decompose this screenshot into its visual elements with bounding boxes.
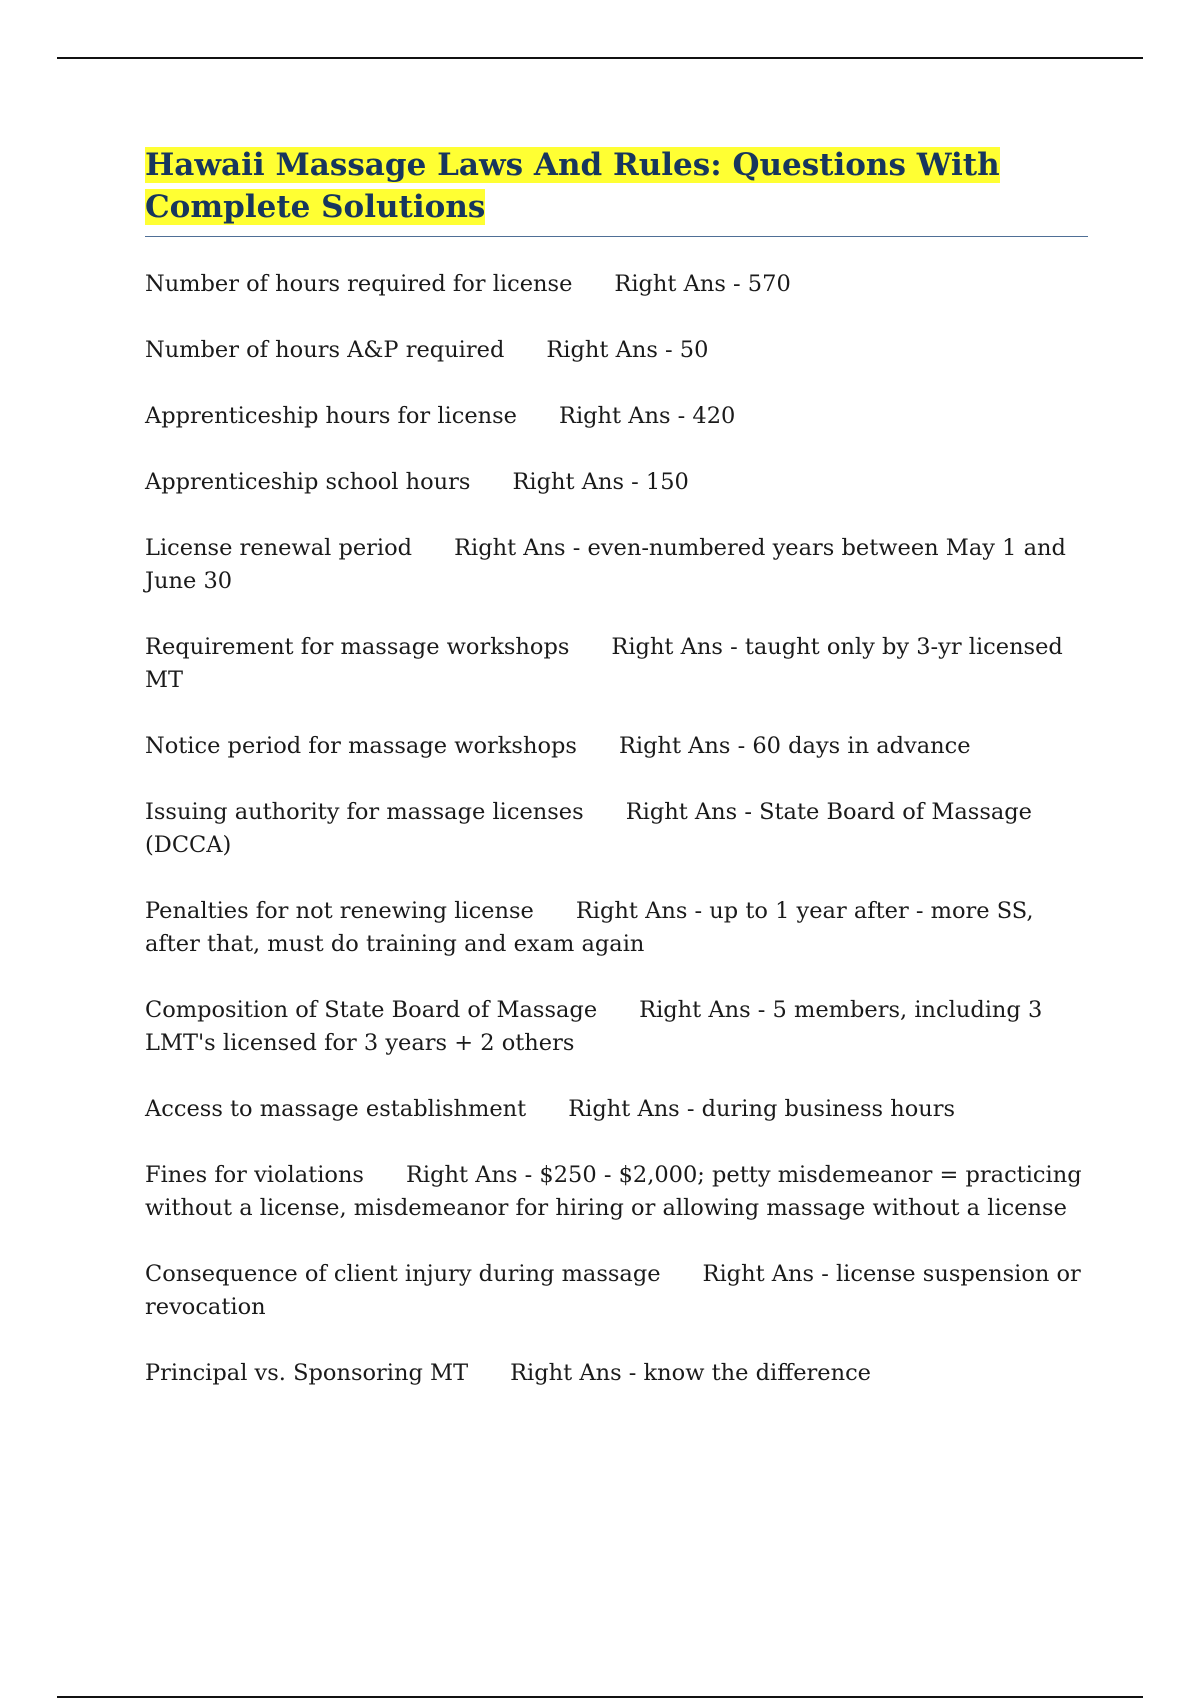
question-text: Issuing authority for massage licenses [145,799,584,825]
qa-item [145,796,1090,862]
answer-text: Right Ans - during business hours [568,1096,956,1122]
question-text: Apprenticeship hours for license [145,403,517,429]
qa-item [145,895,1090,961]
answer-text: Right Ans - $250 - $2,000; petty misdemeanor = practicing without a license, misdemeanor for hiring or allowing massage without a license [145,1162,1082,1221]
answer-text: Right Ans - know the difference [510,1360,871,1386]
question-text: Composition of State Board of Massage [145,997,598,1023]
qa-item [145,730,1090,763]
qa-item [145,1159,1090,1225]
qa-item [145,268,1090,301]
answer-text: Right Ans - 5 members, including 3 LMT's licensed for 3 years + 2 others [145,997,1043,1056]
page-title [145,144,1088,228]
answer-text: Right Ans - 150 [512,469,689,495]
header-rule [57,57,1143,59]
answer-text: Right Ans - 60 days in advance [618,733,971,759]
question-text: Access to massage establishment [145,1096,527,1122]
title-block [145,144,1088,237]
qa-item [145,994,1090,1060]
qa-item [145,1357,1090,1390]
qa-item [145,1093,1090,1126]
question-text: Apprenticeship school hours [145,469,471,495]
question-text: Penalties for not renewing license [145,898,534,924]
answer-text: Right Ans - 50 [546,337,709,363]
title-highlight: Hawaii Massage Laws And Rules: Questions With Complete Solutions [145,147,1000,225]
qa-list [145,268,1090,1423]
qa-item [145,1258,1090,1324]
question-text: Number of hours required for license [145,271,573,297]
footer-rule [57,1696,1143,1698]
qa-item [145,631,1090,697]
answer-text: Right Ans - up to 1 year after - more SS, after that, must do training and exam again [145,898,1034,957]
qa-item [145,334,1090,367]
qa-item [145,400,1090,433]
question-text: Notice period for massage workshops [145,733,577,759]
answer-text: Right Ans - 570 [614,271,791,297]
question-text: Consequence of client injury during massage [145,1261,661,1287]
question-text: Requirement for massage workshops [145,634,570,660]
answer-text: Right Ans - State Board of Massage (DCCA) [145,799,1032,858]
qa-item [145,532,1090,598]
answer-text: Right Ans - taught only by 3-yr licensed MT [145,634,1063,693]
answer-text: Right Ans - 420 [559,403,736,429]
qa-item [145,466,1090,499]
question-text: Fines for violations [145,1162,364,1188]
question-text: Number of hours A&P required [145,337,505,363]
question-text: Principal vs. Sponsoring MT [145,1360,469,1386]
question-text: License renewal period [145,535,413,561]
answer-text: Right Ans - even-numbered years between May 1 and June 30 [145,535,1066,594]
answer-text: Right Ans - license suspension or revocation [145,1261,1081,1320]
